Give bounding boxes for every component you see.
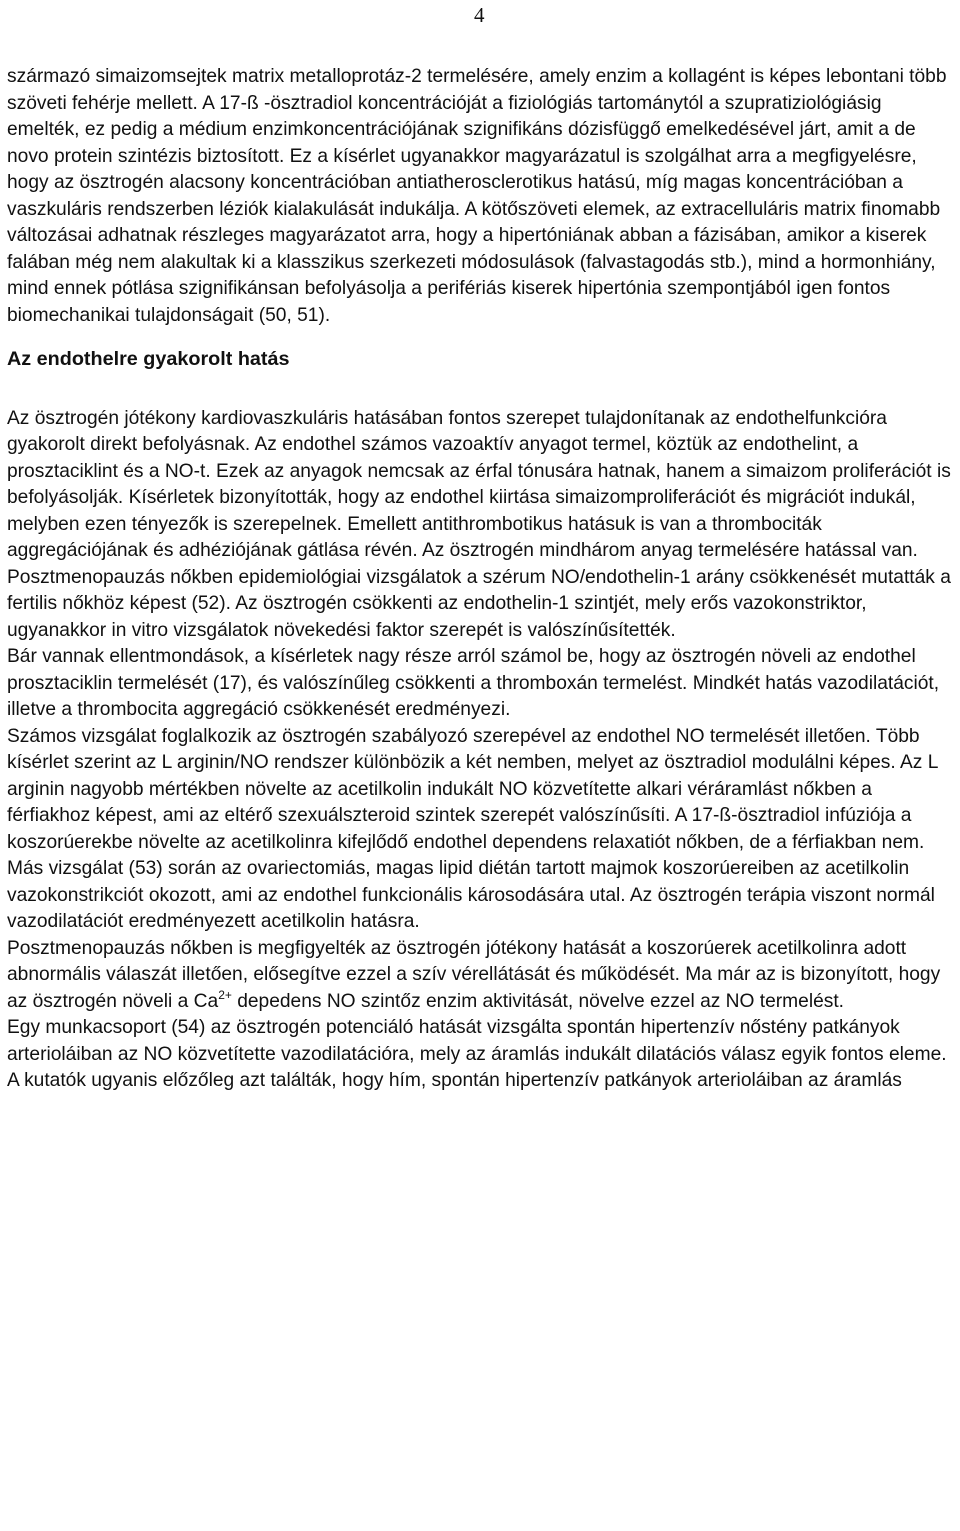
paragraph: Posztmenopauzás nőkben epidemiológiai vizsgálatok a szérum NO/endothelin-1 arány csökkenését mutatták a fertilis nőkhöz képest (52). Az ösztrogén csökkenti az endothelin-1 szintjét, mely erős vazokonstriktor, ugyanakkor in vitro vizsgálatok növekedési faktor szerepét is valószínűsítették. — [7, 566, 951, 641]
paragraph: Az ösztrogén jótékony kardiovaszkuláris hatásában fontos szerepet tulajdonítanak az endothelfunkcióra gyakorolt direkt befolyásnak. Az endothel számos vazoaktív anyagot termel, köztük az endothelint, a prosztaciklint és a NO-t. Ezek az anyagok nemcsak az érfal tónusára hatnak, hanem a simaizom proliferációt is befolyásolják. Kísérletek bizonyították, hogy az endothel kiirtása simaizomproliferációt és migrációt indukál, melyben ezen tényezők is szerepelnek. Emellett antithrombotikus hatásuk is van a thrombociták aggregációjának és adhéziójának gátlása révén. Az ösztrogén mindhárom anyag termelésére hatással van. — [7, 407, 951, 561]
paragraph: származó simaizomsejtek matrix metalloprotáz-2 termelésére, amely enzim a kollagént is képes lebontani több szöveti fehérje mellett. A 17-ß -ösztradiol koncentrációját a fiziológiás tartománytól a szupratiziológiásig emelték, ez pedig a médium enzimkoncentrációjának szignifikáns dózisfüggő emelkedésével járt, amit a de novo protein szintézis biztosított. Ez a kísérlet ugyanakkor magyarázatul is szolgálhat arra a megfigyelésre, hogy az ösztrogén alacsony koncentrációban antiatherosclerotikus hatású, míg magas koncentrációban a vaszkuláris rendszerben léziók kialakulását indukálja. A kötőszöveti elemek, az extracelluláris matrix finomabb változásai adhatnak részleges magyarázatot arra, hogy a hipertóniának abban a fázisában, amikor a kiserek falában még nem alakultak ki a klasszikus szerkezeti módosulások (falvastagodás stb.), mind a hormonhiány, mind ennek pótlása szignifikánsan befolyásolja a perifériás kiserek hipertónia szempontjából igen fontos biomechanikai tulajdonságait (50, 51). — [7, 66, 947, 326]
paragraph — [7, 936, 953, 1016]
paragraph: Számos vizsgálat foglalkozik az ösztrogén szabályozó szerepével az endothel NO termelését illetően. Több kísérlet szerint az L arginin/NO rendszer különbözik a két nemben, melyet az ösztradiol modulálni képes. Az L arginin nagyobb mértékben növelte az acetilkolin indukált NO közvetítette alkari véráramlást nőkben a férfiakhoz képest, ami az eltérő szexuálszteroid szintek szerepét valószínűsíti. A 17-ß-ösztradiol infúziója a koszorúerekbe növelte az acetilkolinra kifejlődő endothel dependens relaxatiót nőkben, de a férfiakban nem. Más vizsgálat (53) során az ovariectomiás, magas lipid diétán tartott majmok koszorúereiben az acetilkolin vazokonstrikciót okozott, ami az endothel funkcionális károsodására utal. Az ösztrogén terápia viszont normál vazodilatációt eredményezett acetilkolin hatásra. — [7, 725, 938, 932]
page-number: 4 — [474, 3, 485, 27]
paragraph-text: Posztmenopauzás nőkben is megfigyelték az ösztrogén jótékony hatását a koszorúerek acetilkolinra adott abnormális válaszát illetően, elősegítve ezzel a szív vérellátását és működését. Ma már az is bizonyított, hogy az ösztrogén növeli a Ca — [7, 937, 941, 1012]
paragraph-text: depedens NO szintőz enzim aktivitását, növelve ezzel az NO termelést. — [231, 990, 845, 1012]
paragraph: Egy munkacsoport (54) az ösztrogén potenciáló hatását vizsgálta spontán hipertenzív nőstény patkányok arterioláiban az NO közvetítette vazodilatációra, mely az áramlás indukált dilatációs válasz egyik fontos eleme. A kutatók ugyanis előzőleg azt találták, hogy hím, spontán hipertenzív patkányok arterioláiban az áramlás — [7, 1017, 947, 1091]
section-heading: Az endothelre gyakorolt hatás — [7, 348, 290, 370]
paragraph: Bár vannak ellentmondások, a kísérletek nagy része arról számol be, hogy az ösztrogén növeli az endothel prosztaciklin termelését (17), és valószínűleg csökkenti a thromboxán termelést. Mindkét hatás vazodilatációt, illetve a thrombocita aggregáció csökkenését eredményezi. — [7, 646, 940, 720]
document-body — [7, 64, 953, 1095]
superscript-charge: 2+ — [218, 987, 232, 1002]
